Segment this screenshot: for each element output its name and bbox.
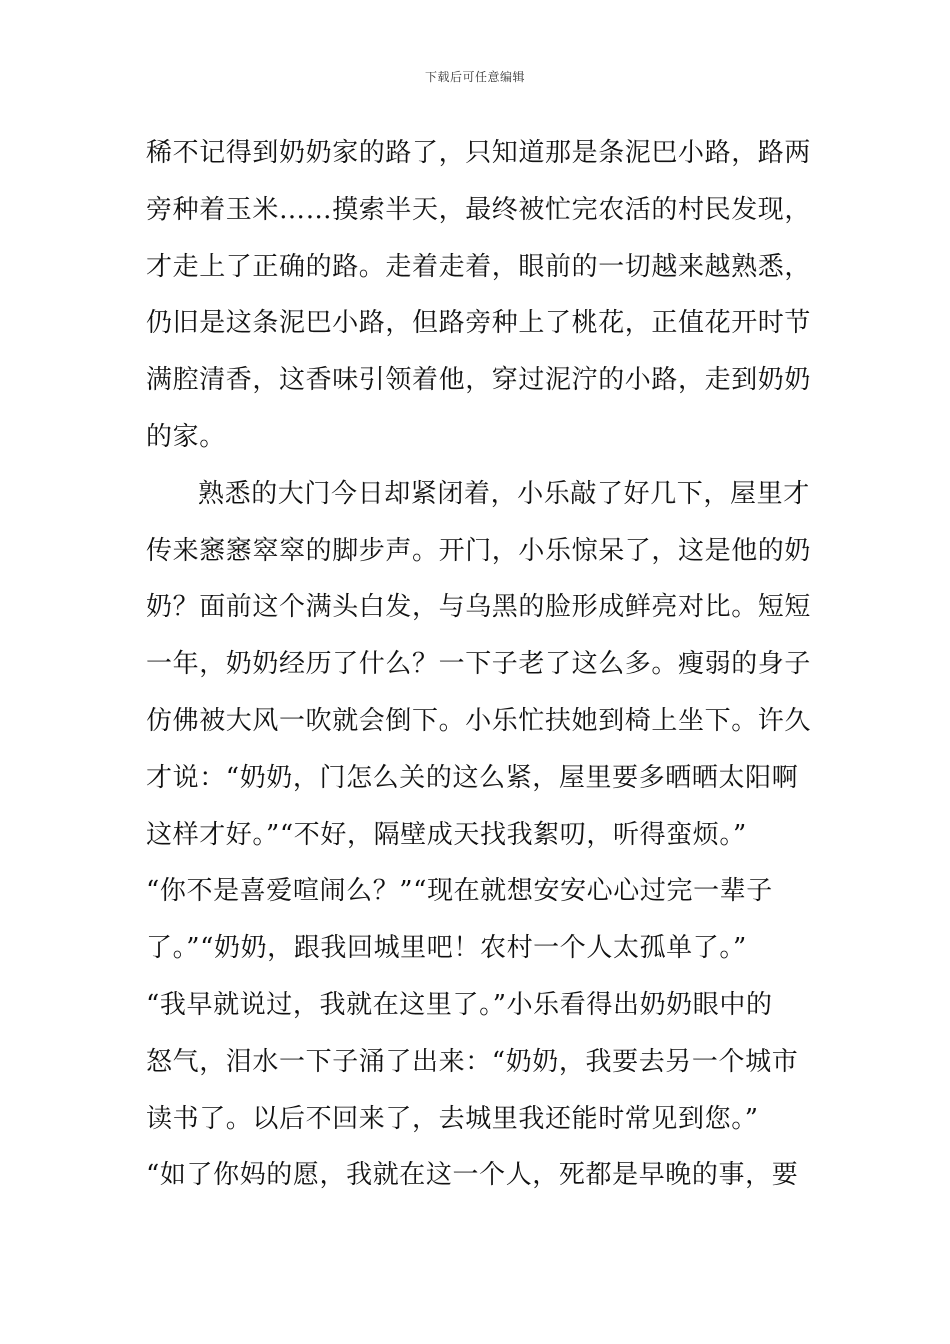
text-line: 一年，奶奶经历了什么？一下子老了这么多。瘦弱的身子 [146,649,812,680]
text-line: 了。”“奶奶，跟我回城里吧！农村一个人太孤单了。” [146,933,747,964]
text-line: 才说：“奶奶，门怎么关的这么紧，屋里要多晒晒太阳啊 [146,762,799,793]
text-line: “你不是喜爱喧闹么？”“现在就想安安心心过完一辈子 [146,876,773,907]
text-line: 怒气，泪水一下子涌了出来：“奶奶，我要去另一个城市 [146,1046,799,1077]
text-line: “如了你妈的愿，我就在这一个人，死都是早晚的事，要 [146,1160,799,1191]
text-line: 仿佛被大风一吹就会倒下。小乐忙扶她到椅上坐下。许久 [146,705,812,736]
body-text [146,130,826,1209]
page-header: 下载后可任意编辑 [424,70,525,84]
text-line: “我早就说过，我就在这里了。”小乐看得出奶奶眼中的 [146,989,773,1020]
text-line: 才走上了正确的路。走着走着，眼前的一切越来越熟悉， [146,251,812,282]
text-line: 传来窸窸窣窣的脚步声。开门，小乐惊呆了，这是他的奶 [146,535,812,566]
text-line: 旁种着玉米……摸索半天，最终被忙完农活的村民发现， [146,194,812,225]
text-line: 满腔清香，这香味引领着他，穿过泥泞的小路，走到奶奶 [146,365,812,396]
text-line: 读书了。以后不回来了，去城里我还能时常见到您。” [146,1103,759,1134]
text-line: 仍旧是这条泥巴小路，但路旁种上了桃花，正值花开时节 [146,308,812,339]
paragraph-start-line: 熟悉的大门今日却紧闭着，小乐敲了好几下，屋里才 [198,478,810,509]
text-line: 稀不记得到奶奶家的路了，只知道那是条泥巴小路，路两 [146,138,812,168]
text-line: 奶？面前这个满头白发，与乌黑的脸形成鲜亮对比。短短 [146,592,812,623]
text-line: 的家。 [146,421,226,452]
text-line: 这样才好。”“不好，隔壁成天找我絮叨，听得蛮烦。” [146,819,747,850]
